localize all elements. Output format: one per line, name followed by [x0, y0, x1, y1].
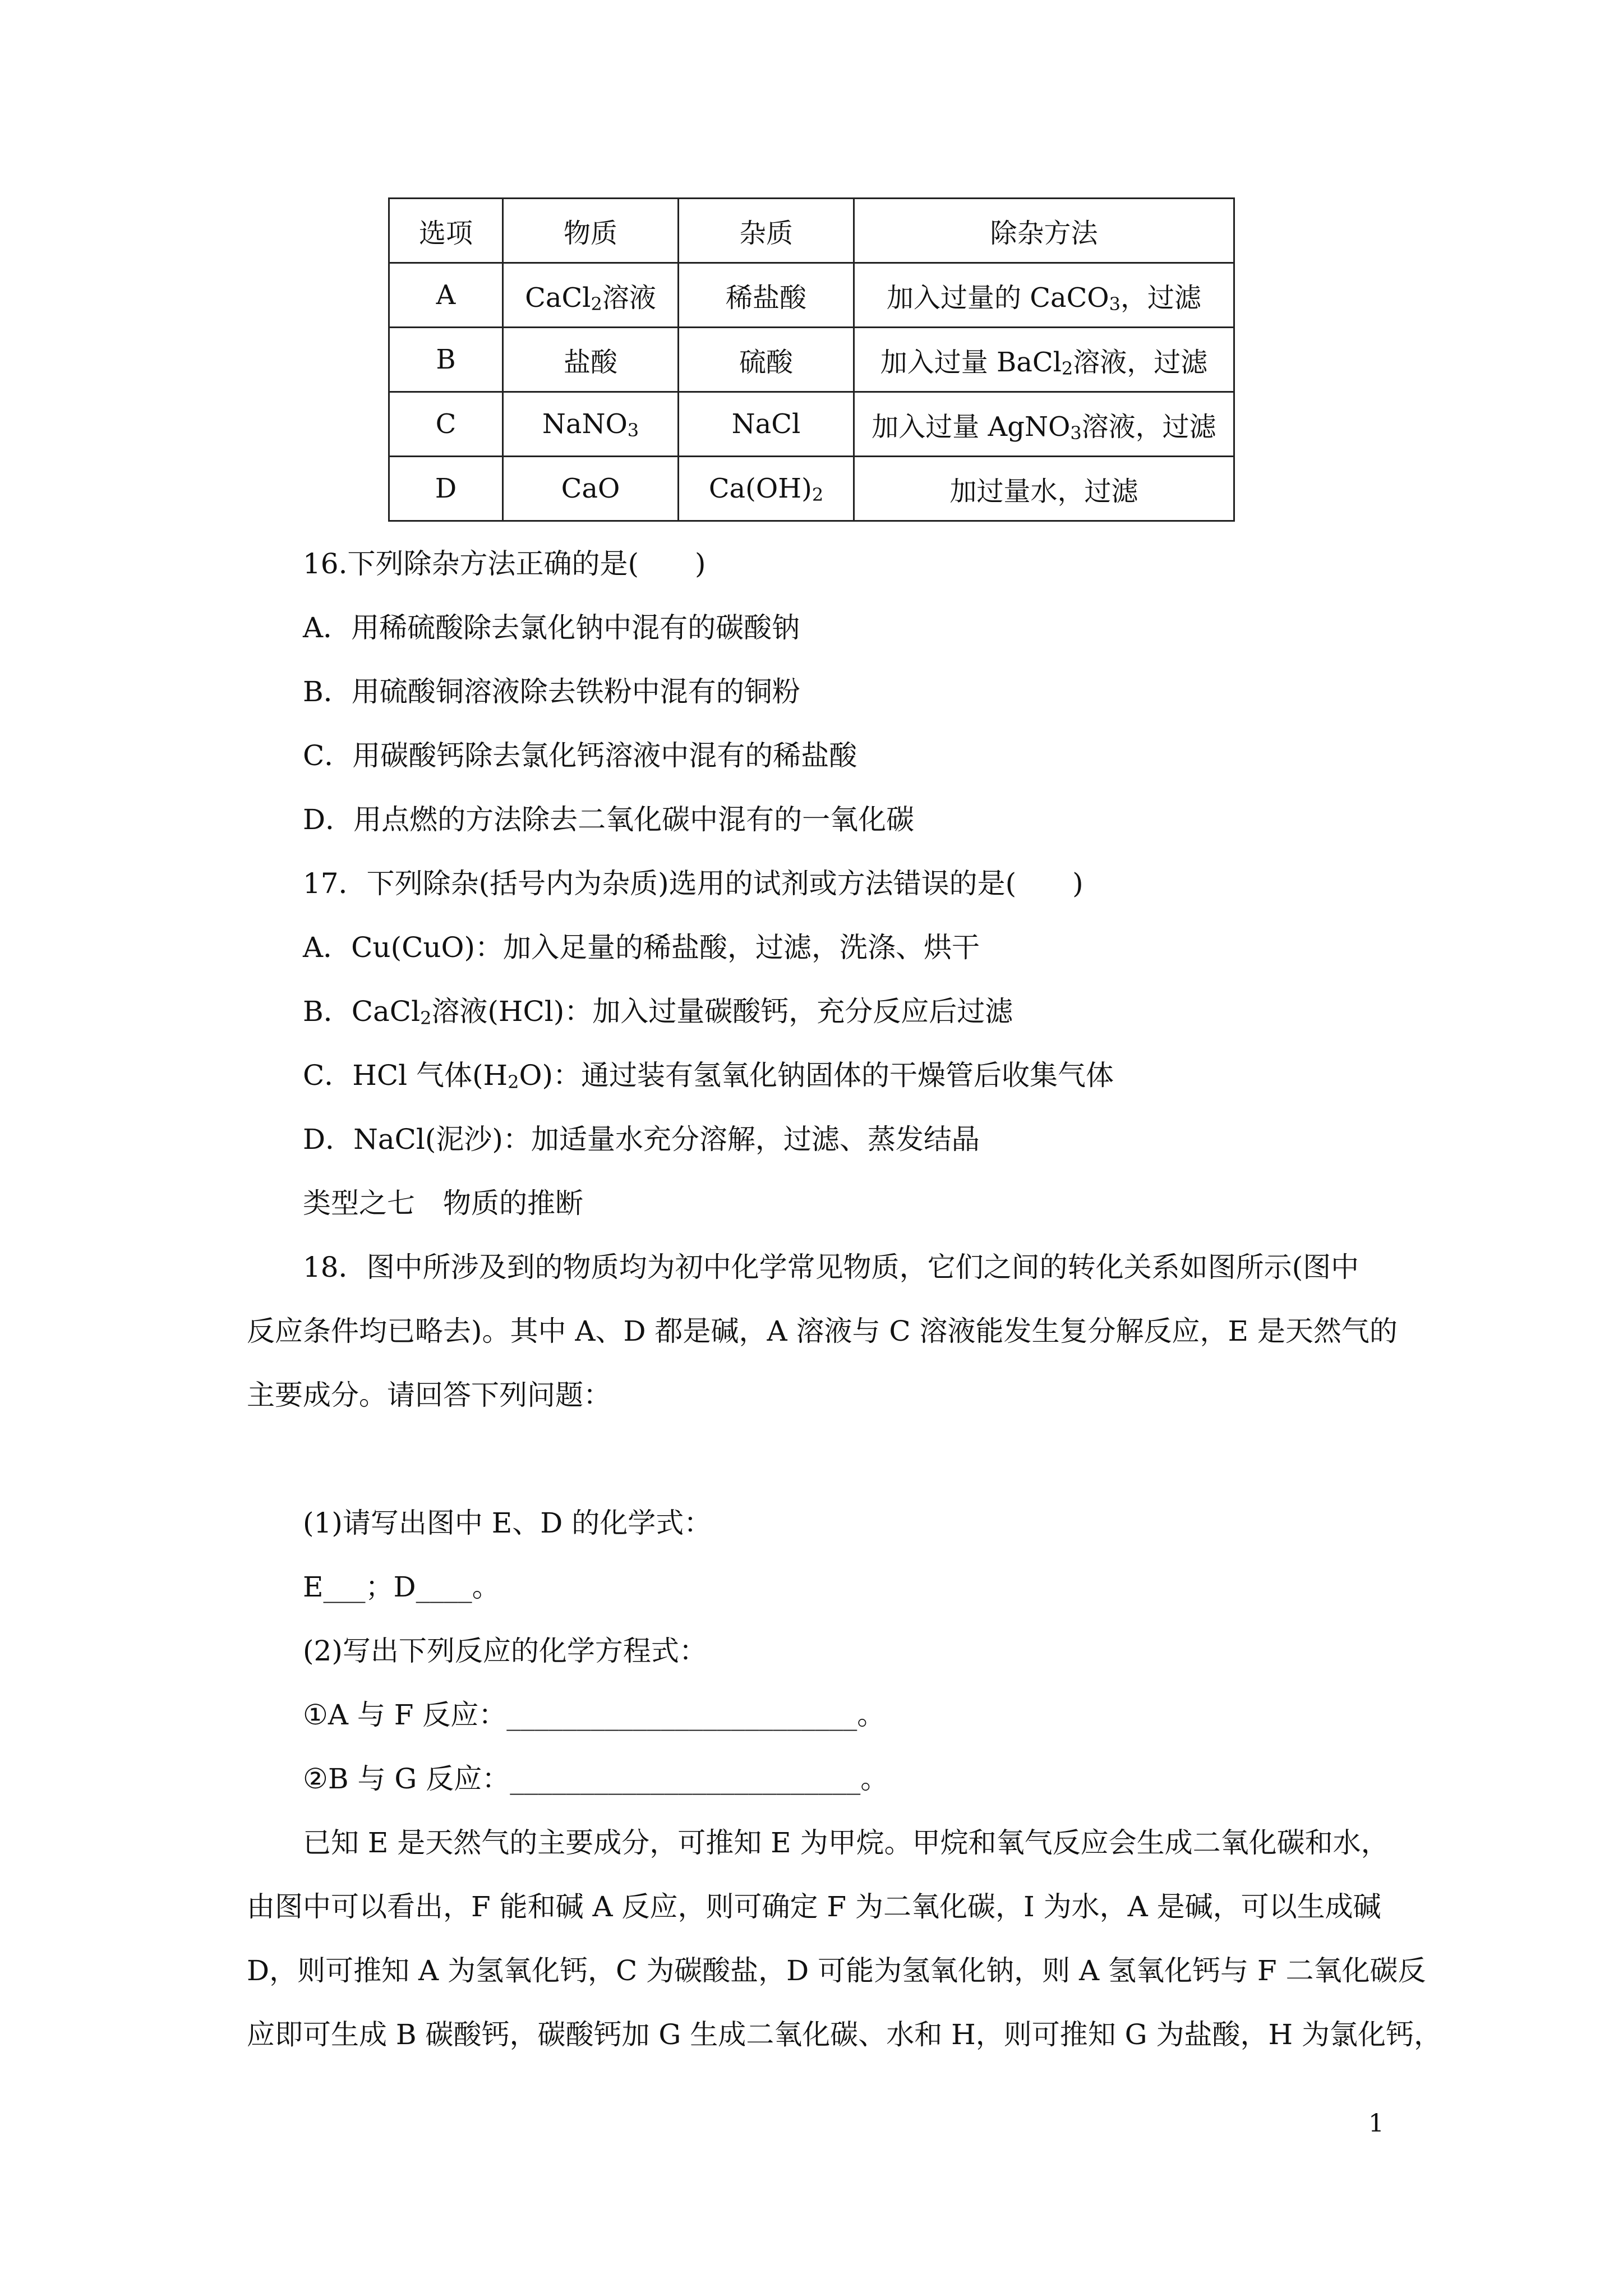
header-cell: 杂质: [679, 199, 854, 263]
page-number: 1: [1368, 2109, 1384, 2138]
substance-cell: CaCl$_2$溶液: [503, 263, 679, 328]
header-cell: 物质: [503, 199, 679, 263]
q16-option-a: A．用稀硫酸除去氯化钠中混有的碳酸钠: [303, 611, 800, 644]
explanation-line: 已知 E 是天然气的主要成分，可推知 E 为甲烷。甲烷和氧气反应会生成二氧化碳和水，: [303, 1826, 1389, 1859]
impurity-cell: NaCl: [679, 392, 854, 457]
question-18-line: 主要成分。请回答下列问题：: [247, 1379, 611, 1411]
explanation-line: 应即可生成 B 碳酸钙，碳酸钙加 G 生成二氧化碳、水和 H，则可推知 G 为盐酸，H 为氯化钙，: [247, 2018, 1442, 2051]
table-row: [389, 328, 1234, 392]
substance-cell: CaO: [503, 457, 679, 521]
method-cell: 加入过量 BaCl$_2$溶液，过滤: [854, 328, 1234, 392]
option-cell: B: [389, 328, 503, 392]
q17-option-c: C．HCl 气体$(H_2O)$：通过装有氢氧化钠固体的干燥管后收集气体: [303, 1059, 1114, 1093]
q16-option-b: B．用硫酸铜溶液除去铁粉中混有的铜粉: [303, 675, 800, 708]
impurity-cell: 硫酸: [679, 328, 854, 392]
method-cell: 加过量水，过滤: [854, 457, 1234, 521]
q17-option-d: D．NaCl(泥沙)：加适量水充分溶解，过滤、蒸发结晶: [303, 1123, 980, 1156]
q16-option-d: D．用点燃的方法除去二氧化碳中混有的一氧化碳: [303, 803, 915, 836]
question-18-line: 反应条件均已略去)。其中 A、D 都是碱，A 溶液与 C 溶液能发生复分解反应，E 是天然气的: [247, 1315, 1398, 1347]
question-16-stem: 16.下列除杂方法正确的是( ): [303, 547, 706, 580]
header-cell: 除杂方法: [854, 199, 1234, 263]
question-17-stem: 17．下列除杂(括号内为杂质)选用的试剂或方法错误的是( ): [303, 867, 1083, 900]
option-cell: D: [389, 457, 503, 521]
impurity-cell: 稀盐酸: [679, 263, 854, 328]
table-row: [389, 392, 1234, 457]
q17-option-a: A．Cu(CuO)：加入足量的稀盐酸，过滤，洗涤、烘干: [303, 931, 980, 964]
table-row: [389, 457, 1234, 521]
header-cell: 选项: [389, 199, 503, 263]
q18-part-2-b: ②B 与 G 反应：_________________________。: [303, 1763, 889, 1795]
section-heading: 类型之七 物质的推断: [303, 1187, 583, 1220]
option-cell: C: [389, 392, 503, 457]
explanation-line: 由图中可以看出，F 能和碱 A 反应，则可确定 F 为二氧化碳，I 为水，A 是碱，可以生成碱: [247, 1890, 1381, 1923]
table-header-row: [389, 199, 1234, 263]
impurity-cell: $Ca(OH)_2$: [679, 457, 854, 521]
method-cell: 加入过量 AgNO$_3$溶液，过滤: [854, 392, 1234, 457]
q18-part-2: (2)写出下列反应的化学方程式：: [303, 1635, 707, 1667]
substance-cell: NaNO$_3$: [503, 392, 679, 457]
method-cell: 加入过量的 CaCO$_3$，过滤: [854, 263, 1234, 328]
substance-cell: 盐酸: [503, 328, 679, 392]
option-cell: A: [389, 263, 503, 328]
q18-part-1-answer: E___；D____。: [303, 1571, 500, 1603]
q18-part-1: (1)请写出图中 E、D 的化学式：: [303, 1507, 712, 1539]
q18-part-2-a: ①A 与 F 反应：_________________________。: [303, 1699, 886, 1731]
explanation-line: D，则可推知 A 为氢氧化钙，C 为碳酸盐，D 可能为氢氧化钠，则 A 氢氧化钙与 F 二氧化碳反: [247, 1954, 1426, 1987]
q16-option-c: C．用碳酸钙除去氯化钙溶液中混有的稀盐酸: [303, 739, 857, 772]
question-18-line: 18．图中所涉及到的物质均为初中化学常见物质，它们之间的转化关系如图所示(图中: [303, 1251, 1359, 1283]
table-row: [389, 263, 1234, 328]
q17-option-b: B．CaCl$_2$溶液(HCl)：加入过量碳酸钙，充分反应后过滤: [303, 995, 1013, 1029]
impurity-removal-table: [388, 197, 1235, 522]
